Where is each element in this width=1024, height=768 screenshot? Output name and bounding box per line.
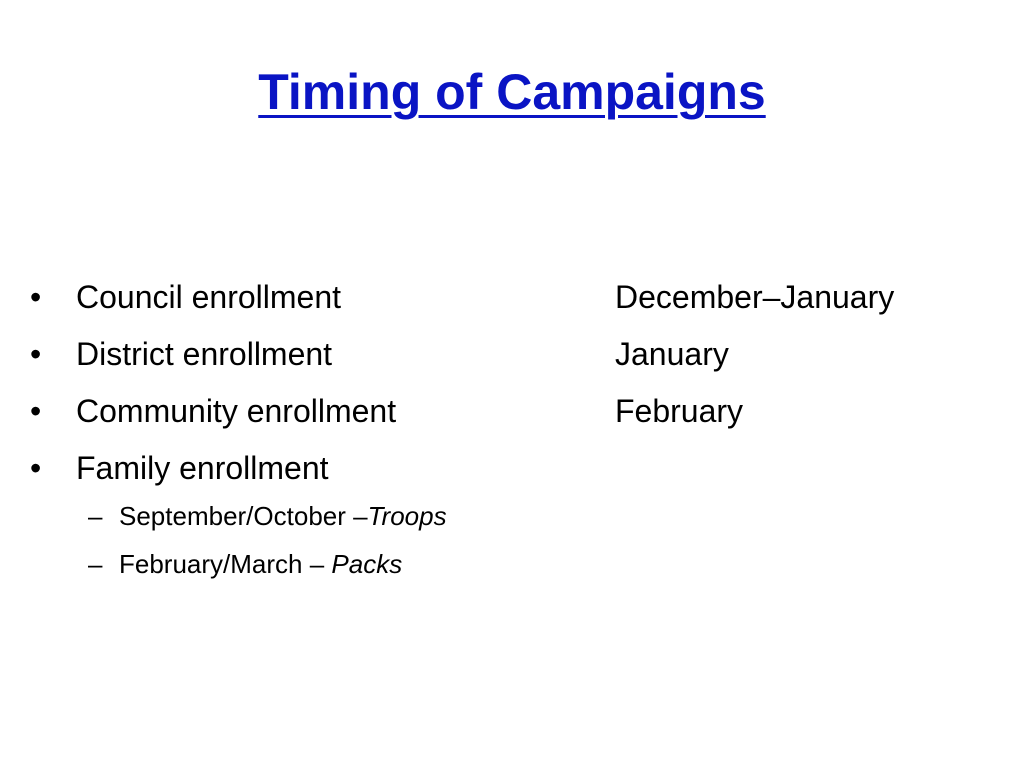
dash-icon: – xyxy=(88,549,103,579)
sub-list xyxy=(30,498,990,594)
list-item xyxy=(30,333,990,390)
sub-item-plain: February/March – xyxy=(119,549,332,579)
list-item xyxy=(30,447,990,504)
list-item xyxy=(30,276,990,333)
sub-list-item xyxy=(30,546,990,594)
bullet-icon: • xyxy=(30,393,42,429)
item-label: Community enrollment xyxy=(76,393,397,429)
list-item xyxy=(30,390,990,447)
item-date: December–January xyxy=(615,279,895,315)
item-date: January xyxy=(615,336,729,372)
item-label: Family enrollment xyxy=(76,450,329,486)
item-label: District enrollment xyxy=(76,336,333,372)
sub-item-emphasis: Packs xyxy=(331,549,403,579)
bullet-icon: • xyxy=(30,279,42,315)
sub-item-plain: September/October – xyxy=(119,501,368,531)
sub-item-emphasis: Troops xyxy=(367,501,447,531)
sub-list-item xyxy=(30,498,990,546)
sub-item-text xyxy=(119,498,447,534)
dash-icon: – xyxy=(88,501,103,531)
bullet-icon: • xyxy=(30,450,42,486)
bullet-list xyxy=(30,276,990,594)
sub-item-text xyxy=(119,546,402,582)
bullet-icon: • xyxy=(30,336,42,372)
slide-title: Timing of Campaigns xyxy=(258,64,766,120)
item-date: February xyxy=(615,393,744,429)
item-label: Council enrollment xyxy=(76,279,342,315)
